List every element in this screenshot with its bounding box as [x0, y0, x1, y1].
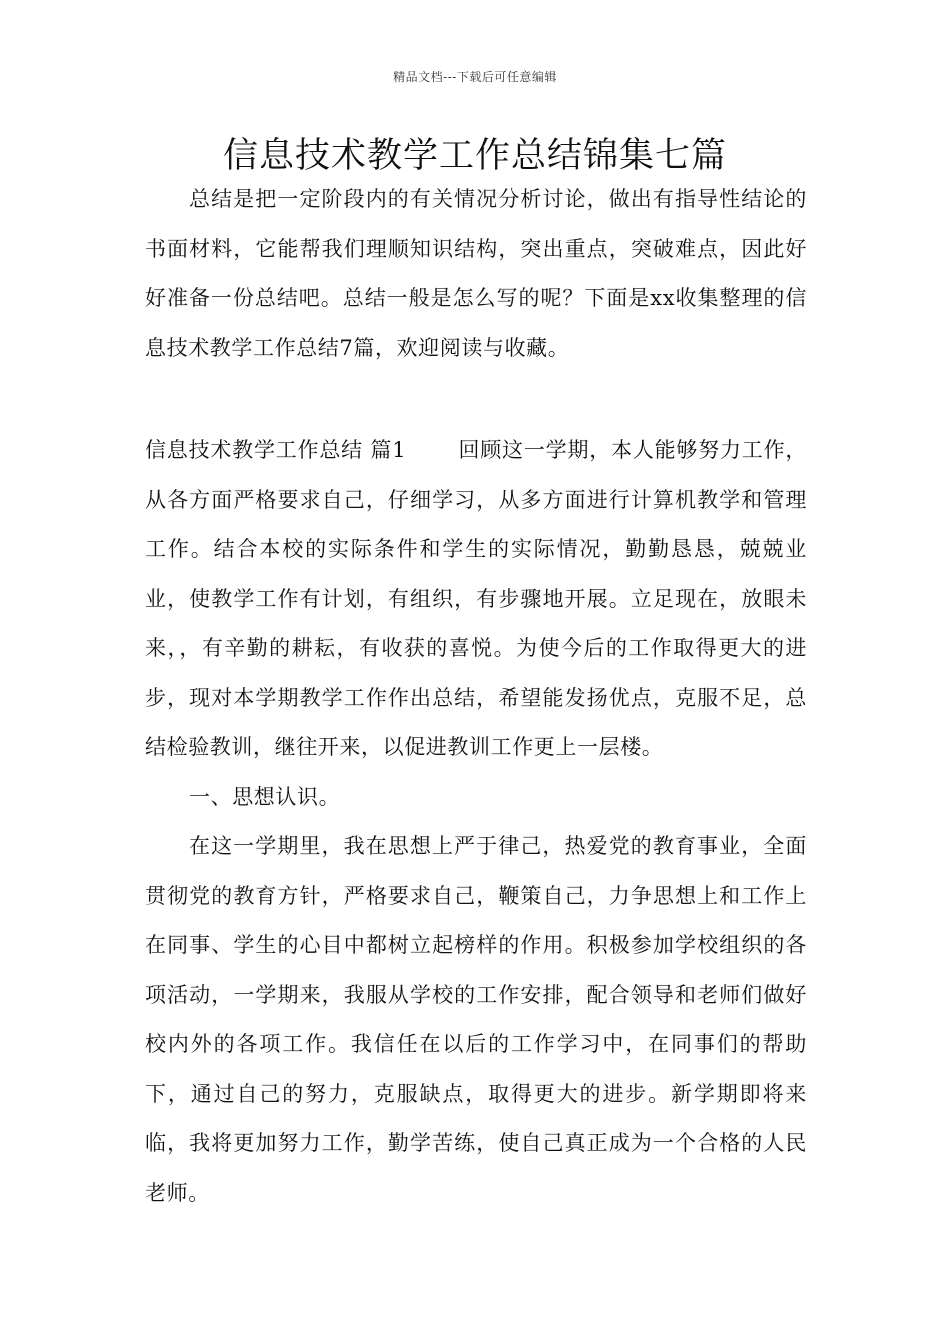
heading-gap — [406, 438, 458, 462]
document-title: 信息技术教学工作总结锦集七篇 — [222, 136, 727, 176]
intro-paragraph: 总结是把一定阶段内的有关情况分析讨论，做出有指导性结论的书面材料，它能帮我们理顺知识结构，突出重点，突破难点，因此好好准备一份总结吧。总结一般是怎么写的呢？下面是xx收集整理的信息技术教学工作总结7篇，欢迎阅读与收藏。 — [145, 187, 807, 360]
page-header-note: 精品文档---下载后可任意编辑 — [393, 70, 557, 84]
part1-paragraph: 在这一学期里，我在思想上严于律己，热爱党的教育事业，全面贯彻党的教育方针，严格要求自己，鞭策自己，力争思想上和工作上在同事、学生的心目中都树立起榜样的作用。积极参加学校组织的各项活动，一学期来，我服从学校的工作安排，配合领导和老师们做好校内外的各项工作。我信任在以后的工作学习中，在同事们的帮助下，通过自己的努力，克服缺点，取得更大的进步。新学期即将来临，我将更加努力工作，勤学苦练，使自己真正成为一个合格的人民老师。 — [145, 834, 807, 1205]
part1-first-paragraph — [145, 426, 807, 773]
part1-opening-text: 回顾这一学期，本人能够努力工作，从各方面严格要求自己，仔细学习，从多方面进行计算机教学和管理工作。结合本校的实际条件和学生的实际情况，勤勤恳恳，兢兢业业，使教学工作有计划，有组织，有步骤地开展。立足现在，放眼未来，，有辛勤的耕耘，有收获的喜悦。为使今后的工作取得更大的进步，现对本学期教学工作作出总结，希望能发扬优点，克服不足，总结检验教训，继往开来，以促进教训工作更上一层楼。 — [145, 438, 807, 759]
part1-heading: 信息技术教学工作总结 篇1 — [145, 438, 407, 462]
part1-subheading: 一、思想认识。 — [189, 784, 341, 809]
part1-section — [145, 426, 807, 1218]
intro-section — [145, 175, 807, 373]
